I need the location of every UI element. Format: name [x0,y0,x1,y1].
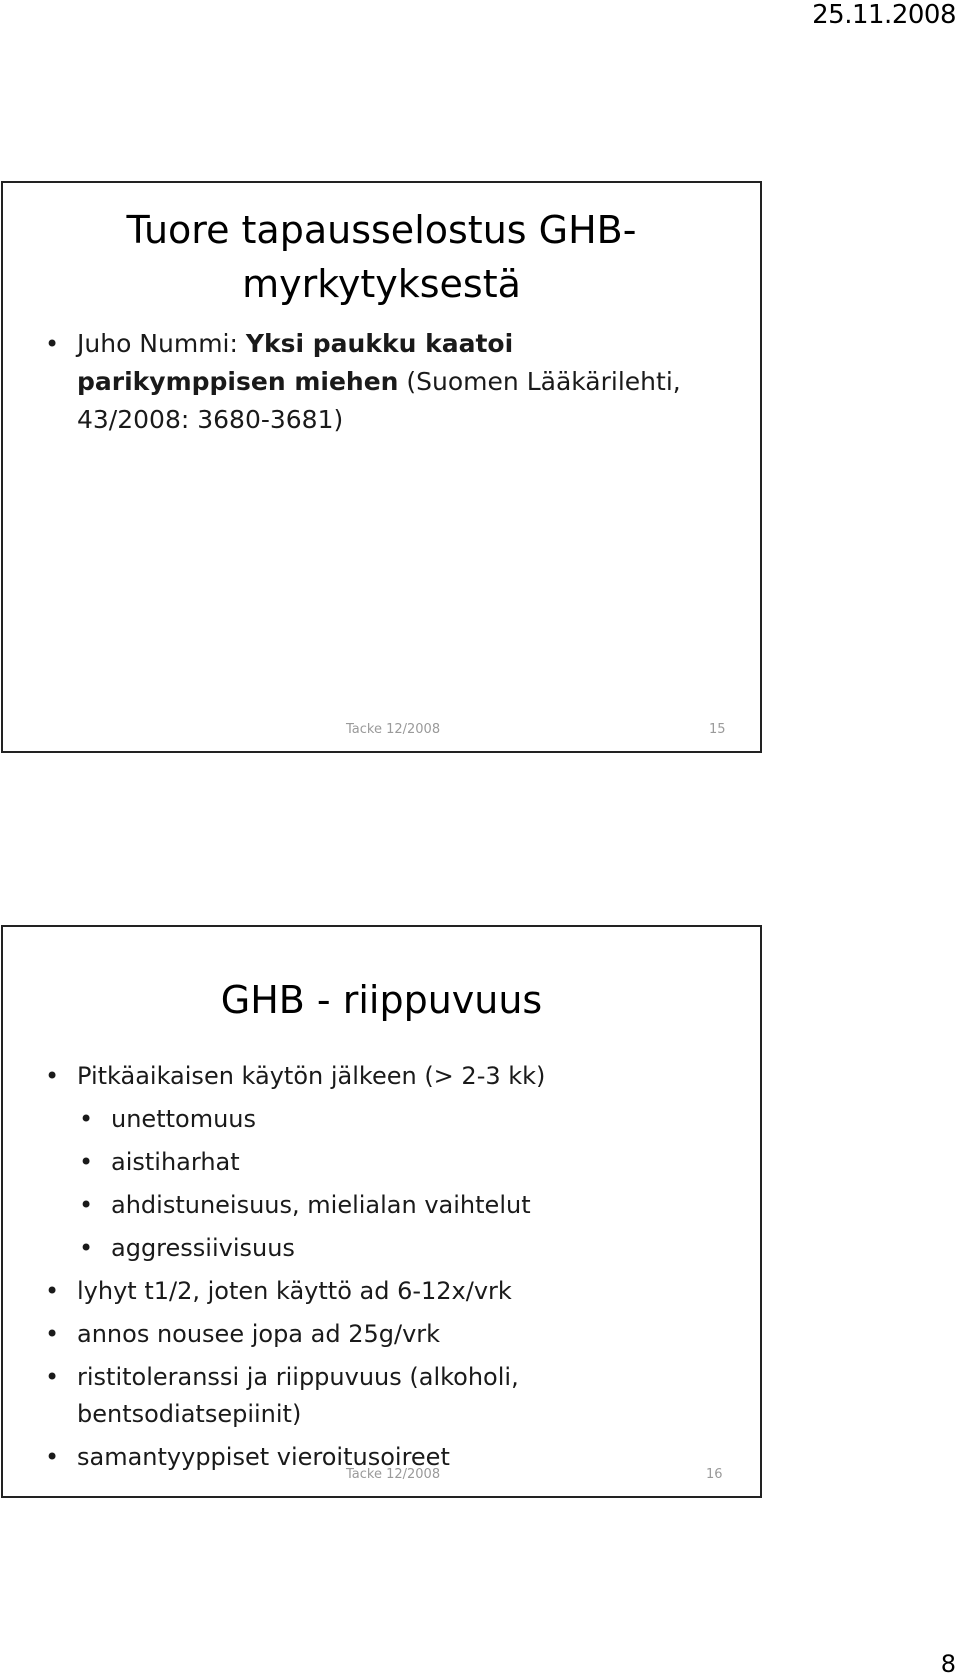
bullet-emphasis: Yksi paukku kaatoi parikymppisen miehen [77,329,514,396]
slide-15 [1,181,762,753]
slide-16 [1,925,762,1498]
slide-title: GHB - riippuvuus [220,978,543,1022]
slide-footer: Tacke 12/2008 [346,1467,441,1482]
bullet-list [33,1058,740,1482]
page-number: 8 [940,1650,956,1678]
bullet-item: • Pitkäaikaisen käytön jälkeen (> 2-3 kk) [33,1058,740,1095]
bullet-item: • samantyyppiset vieroitusoireet [33,1439,740,1476]
page-date: 25.11.2008 [812,0,956,30]
bullet-item [33,325,720,439]
slide-title: Tuore tapausselostus GHB-myrkytyksestä [126,208,637,306]
sub-bullet-item: • ahdistuneisuus, mielialan vaihtelut [33,1187,740,1224]
bullet-item: • lyhyt t1/2, joten käyttö ad 6-12x/vrk [33,1273,740,1310]
slide-number: 16 [706,1467,723,1482]
bullet-suffix: (Suomen Lääkärilehti, 43/2008: 3680-3681) [77,367,681,434]
slide-footer: Tacke 12/2008 [346,722,441,737]
bullet-item: • annos nousee jopa ad 25g/vrk [33,1316,740,1353]
bullet-prefix: Juho Nummi: [77,329,246,358]
slide-number: 15 [709,722,726,737]
sub-bullet-item: • aistiharhat [33,1144,740,1181]
sub-bullet-item: • aggressiivisuus [33,1230,740,1267]
bullet-item: • ristitoleranssi ja riippuvuus (alkoholi, bentsodiatsepiinit) [33,1359,740,1433]
bullet-list [33,325,720,439]
sub-bullet-item: • unettomuus [33,1101,740,1138]
